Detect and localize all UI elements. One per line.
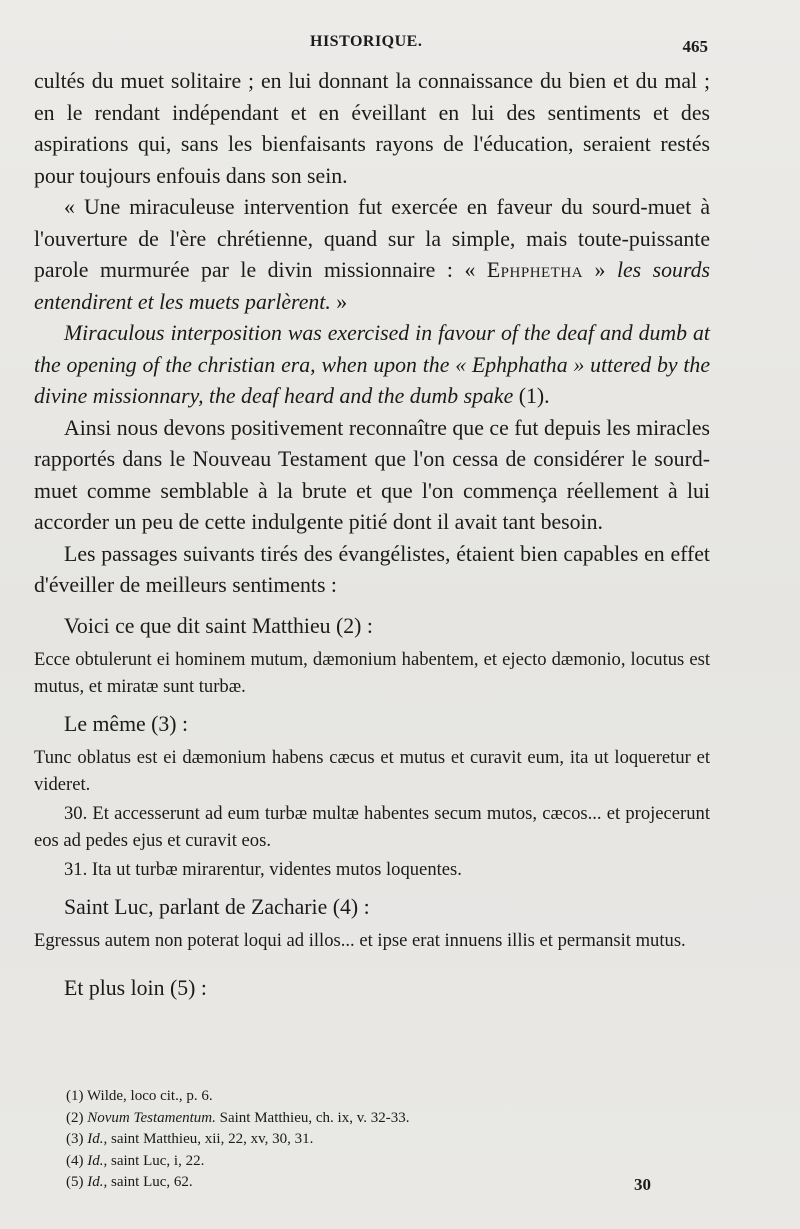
- latin-quote: Tunc oblatus est ei dæmonium habens cæcus et mutus et curavit eum, ita ut loqueretur et videret.: [34, 746, 710, 795]
- footnote-italic: Novum Testamentum.: [87, 1109, 216, 1126]
- page-body: [34, 66, 710, 1008]
- footnote: [66, 1129, 666, 1151]
- paragraph: Les passages suivants tirés des évangélistes, étaient bien capables en effet d'éveiller de meilleurs sentiments :: [34, 541, 710, 597]
- latin-quote: 31. Ita ut turbæ mirarentur, videntes mutos loquentes.: [64, 858, 462, 880]
- footnote-ref: (1).: [513, 384, 550, 408]
- quote-paragraph-english: [34, 318, 710, 413]
- page-number: 465: [682, 37, 708, 56]
- footnotes: [66, 1086, 666, 1194]
- footnote: [66, 1108, 666, 1130]
- running-title: HISTORIQUE.: [310, 33, 423, 50]
- section-heading: Le même (3) :: [64, 711, 189, 736]
- english-quote: Miraculous interposition was exercised in favour of the deaf and dumb at the opening of the christian era, when upon the « Ephphatha » uttered by the divine missionnary, the deaf heard and the dumb spake: [34, 321, 710, 408]
- quote-paragraph-french: [34, 192, 710, 318]
- quote-text: »: [330, 289, 348, 314]
- footnote: [66, 1172, 666, 1194]
- footnote-number: (3): [66, 1131, 88, 1147]
- latin-quote: Ecce obtulerunt ei hominem mutum, dæmonium habentem, et ejecto dæmonio, locutus est mutus, et miratæ sunt turbæ.: [34, 648, 710, 697]
- signature-mark: 30: [634, 1175, 651, 1194]
- footnote-number: (2): [66, 1109, 88, 1126]
- latin-quote: Egressus autem non poterat loqui ad illos... et ipse erat innuens illis et permansit mutus.: [34, 929, 686, 951]
- footnote-text: , saint Luc, i, 22.: [103, 1152, 205, 1169]
- footnote-text: , saint Luc, 62.: [103, 1174, 193, 1190]
- footnote: [66, 1086, 666, 1108]
- footnote-italic: Id.: [87, 1174, 104, 1190]
- footnote-italic: Id.: [87, 1152, 104, 1169]
- ephphetha-word: Ephphetha: [486, 258, 584, 282]
- section-heading: Saint Luc, parlant de Zacharie (4) :: [64, 894, 370, 919]
- paragraph: cultés du muet solitaire ; en lui donnant la connaissance du bien et du mal ; en le rendant indépendant et en éveillant en lui des sentiments et des aspirations qui, sans les bienfaisants rayons de l'éducation, seraient restés pour toujours enfouis dans son sein.: [34, 69, 710, 188]
- quote-text: »: [583, 258, 617, 282]
- footnote-italic: Id.: [87, 1131, 104, 1147]
- page-header: [0, 33, 800, 57]
- footnote-number: (4): [66, 1152, 88, 1169]
- quote-text: « Une miraculeuse intervention fut exercée en faveur du sourd-muet à l'ouverture de l'ère chrétienne, quand sur la simple, mais toute-puissante parole murmurée par le divin missionnaire : «: [34, 195, 710, 282]
- footnote-text: , saint Matthieu, xii, 22, xv, 30, 31.: [103, 1131, 314, 1147]
- section-heading: Et plus loin (5) :: [64, 975, 207, 1000]
- section-heading: Voici ce que dit saint Matthieu (2) :: [64, 613, 373, 638]
- paragraph: Ainsi nous devons positivement reconnaître que ce fut depuis les miracles rapportés dans le Nouveau Testament que l'on cessa de considérer le sourd-muet comme semblable à la brute et que l'on commença réellement à lui accorder un peu de cette indulgente pitié dont il avait tant besoin.: [34, 415, 710, 534]
- footnote-text: Saint Matthieu, ch. ix, v. 32-33.: [215, 1109, 410, 1126]
- quote-italic: les sourds entendirent et les muets parlèrent.: [34, 258, 711, 314]
- latin-quote: 30. Et accesserunt ad eum turbæ multæ habentes secum mutos, cæcos... et projecerunt eos ad pedes ejus et curavit eos.: [34, 802, 710, 851]
- footnote-text: Wilde, loco cit., p. 6.: [86, 1088, 213, 1104]
- footnote: [66, 1151, 666, 1173]
- footnote-number: (5): [66, 1174, 88, 1190]
- footnote-number: (1): [66, 1088, 87, 1104]
